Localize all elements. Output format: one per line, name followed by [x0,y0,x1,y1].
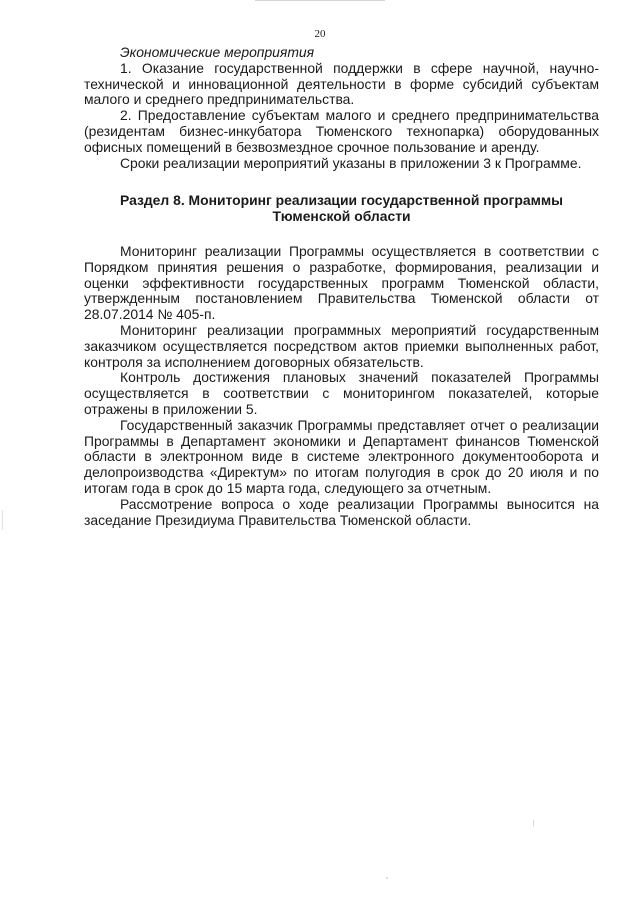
page-number: 20 [314,28,326,40]
monitoring-paragraph-4: Государственный заказчик Программы представляет отчет о реализации Программы в Департамент экономики и Департамент финансов Тюменской области в электронном виде в системе электронного документооборота и делопроизводства «Директум» по итогам полугодия в срок до 20 июля и по итогам года в срок до 15 марта года, следующего за отчетным. [84,416,599,496]
monitoring-paragraph-5: Рассмотрение вопроса о ходе реализации Программы выносится на заседание Президиума Правительства Тюменской области. [84,495,599,528]
monitoring-paragraph-2: Мониторинг реализации программных мероприятий государственным заказчиком осуществляется посредством актов приемки выполненных работ, контроля за исполнением договорных обязательств. [84,321,599,370]
scan-speck [533,820,534,826]
scan-speck [386,877,388,879]
scan-artifact-top [255,0,385,1]
document-body [84,45,599,528]
monitoring-paragraph-1: Мониторинг реализации Программы осуществляется в соответствии с Порядком принятия решения о разработке, формирования, реализации и оценки эффективности государственных программ Тюменской области, утвержденным постановлением Правительства Тюменской области от 28.07.2014 № 405-п. [84,242,599,323]
measure-item-1: 1. Оказание государственной поддержки в сфере научной, научно-технической и инновационной деятельности в форме субсидий субъектам малого и среднего предпринимательства. [84,59,599,108]
economic-measures-heading: Экономические мероприятия [120,44,315,60]
terms-note: Сроки реализации мероприятий указаны в приложении 3 к Программе. [120,154,582,171]
scan-artifact-left-edge [2,510,3,530]
monitoring-paragraph-3: Контроль достижения плановых значений показателей Программы осуществляется в соответствии с мониторингом показателей, которые отражены в приложении 5. [84,369,599,417]
section-8-title: Раздел 8. Мониторинг реализации государственной программы Тюменской области [119,192,563,225]
measure-item-2: 2. Предоставление субъектам малого и среднего предпринимательства (резидентам бизнес-инкубатора Тюменского технопарка) оборудованных офисных помещений в безвозмездное срочное пользование и аренду. [84,107,599,155]
